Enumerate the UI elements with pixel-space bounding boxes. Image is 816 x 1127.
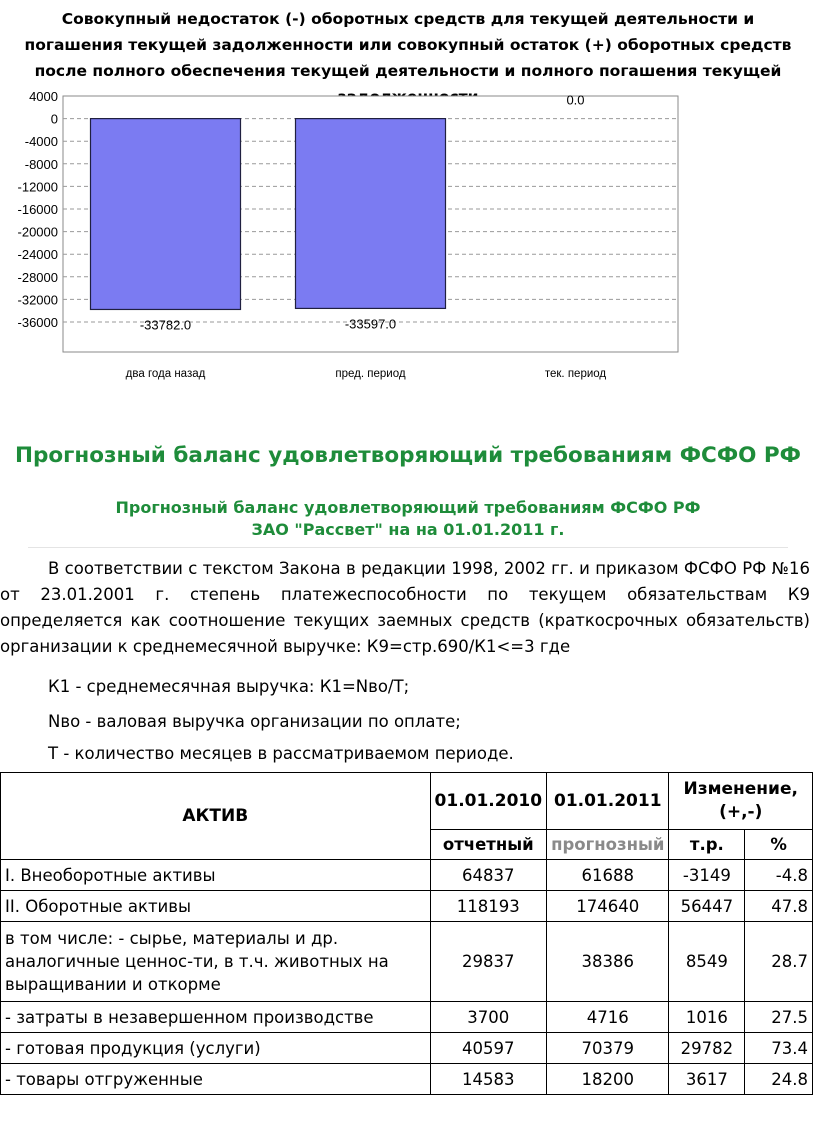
cell-change: 1016 [669, 1002, 745, 1033]
header-reported: отчетный [430, 830, 547, 860]
y-tick-label: -36000 [17, 315, 58, 330]
table-row [1, 1064, 813, 1095]
header-aktiv: АКТИВ [1, 773, 431, 860]
subheading-line-2: ЗАО "Рассвет" на на 01.01.2011 г. [251, 520, 565, 539]
y-tick-label: -28000 [17, 269, 58, 285]
cell-2010: 64837 [430, 860, 547, 891]
table-header-row [1, 773, 813, 830]
paragraph-law: В соответствии с текстом Закона в редакции 1998, 2002 гг. и приказом ФСФО РФ №16 от 23.01.2001 г. степень платежеспособности по текущем обязательствам К9 определяется как соотношение текущих заемных средств (краткосрочных обязательств) организации к среднемесячной выручке: К9=стр.690/К1<=3 где [0, 559, 810, 656]
cell-2010: 14583 [430, 1064, 547, 1095]
row-label: в том числе: - сырье, материалы и др. аналогичные ценнос-ти, в т.ч. животных на выращивании и откорме [1, 922, 431, 1002]
cell-percent: 73.4 [745, 1033, 813, 1064]
cell-2010: 3700 [430, 1002, 547, 1033]
cell-change: 56447 [669, 891, 745, 922]
header-percent: % [745, 830, 813, 860]
cell-2011: 4716 [547, 1002, 669, 1033]
cell-2010: 40597 [430, 1033, 547, 1064]
row-label: I. Внеоборотные активы [1, 860, 431, 891]
bar-chart [0, 86, 816, 406]
cell-percent: 27.5 [745, 1002, 813, 1033]
paragraph-nvo: Nво - валовая выручка организации по оплате; [48, 712, 461, 731]
cell-2011: 70379 [547, 1033, 669, 1064]
row-label: II. Оборотные активы [1, 891, 431, 922]
data-label: -33782.0 [139, 317, 192, 333]
cell-change: 29782 [669, 1033, 745, 1064]
cell-percent: 28.7 [745, 922, 813, 1002]
table-row [1, 891, 813, 922]
cell-2011: 61688 [547, 860, 669, 891]
cell-2010: 29837 [430, 922, 547, 1002]
bar [296, 119, 446, 309]
cell-percent: 47.8 [745, 891, 813, 922]
cell-percent: -4.8 [745, 860, 813, 891]
header-change: Изменение, (+,-) [669, 773, 813, 830]
header-thousand-rub: т.р. [669, 830, 745, 860]
divider [28, 547, 788, 548]
y-tick-label: 4000 [29, 89, 58, 104]
section-subheading [0, 497, 816, 541]
cell-2011: 38386 [547, 922, 669, 1002]
x-axis-categories [126, 368, 607, 380]
y-tick-label: -16000 [17, 202, 58, 217]
subheading-line-1: Прогнозный баланс удовлетворяющий требованиям ФСФО РФ [115, 498, 701, 517]
x-category-label: два года назад [125, 368, 206, 380]
y-tick-label: -20000 [17, 224, 58, 240]
cell-2010: 118193 [430, 891, 547, 922]
row-label: - товары отгруженные [1, 1064, 431, 1095]
chart-title: Совокупный недостаток (-) оборотных средств для текущей деятельности и погашения текущей задолженности или совокупный остаток (+) оборотных средств после полного обеспечения текущей деятельности и полного погашения текущей [24, 10, 792, 80]
row-label: - затраты в незавершенном производстве [1, 1002, 431, 1033]
table-row [1, 922, 813, 1002]
data-label: 0.0 [566, 92, 585, 108]
data-label: -33597.0 [344, 316, 397, 332]
y-tick-label: -12000 [17, 179, 58, 195]
balance-table [0, 772, 813, 1095]
y-axis-ticks [18, 89, 58, 330]
paragraph-t: Т - количество месяцев в рассматриваемом периоде. [48, 744, 514, 763]
y-tick-label: -4000 [24, 134, 58, 150]
section-heading: Прогнозный баланс удовлетворяющий требованиям ФСФО РФ [15, 443, 801, 468]
cell-change: 8549 [669, 922, 745, 1002]
table-row [1, 1033, 813, 1064]
y-tick-label: -24000 [17, 247, 58, 263]
x-category-label: пред. период [335, 368, 406, 380]
cell-2011: 18200 [547, 1064, 669, 1095]
row-label: - готовая продукция (услуги) [1, 1033, 431, 1064]
table-row [1, 860, 813, 891]
header-date-2011: 01.01.2011 [547, 773, 669, 830]
header-date-2010: 01.01.2010 [430, 773, 547, 830]
table-row [1, 1002, 813, 1033]
bar [91, 119, 241, 310]
cell-percent: 24.8 [745, 1064, 813, 1095]
paragraph-k1: К1 - среднемесячная выручка: К1=Nво/Т; [48, 677, 410, 696]
cell-2011: 174640 [547, 891, 669, 922]
x-category-label: тек. период [544, 368, 607, 380]
y-tick-label: 0 [50, 111, 58, 127]
y-tick-label: -32000 [17, 292, 58, 308]
cell-change: -3149 [669, 860, 745, 891]
y-tick-label: -8000 [24, 156, 58, 172]
header-forecast: прогнозный [547, 830, 669, 860]
cell-change: 3617 [669, 1064, 745, 1095]
